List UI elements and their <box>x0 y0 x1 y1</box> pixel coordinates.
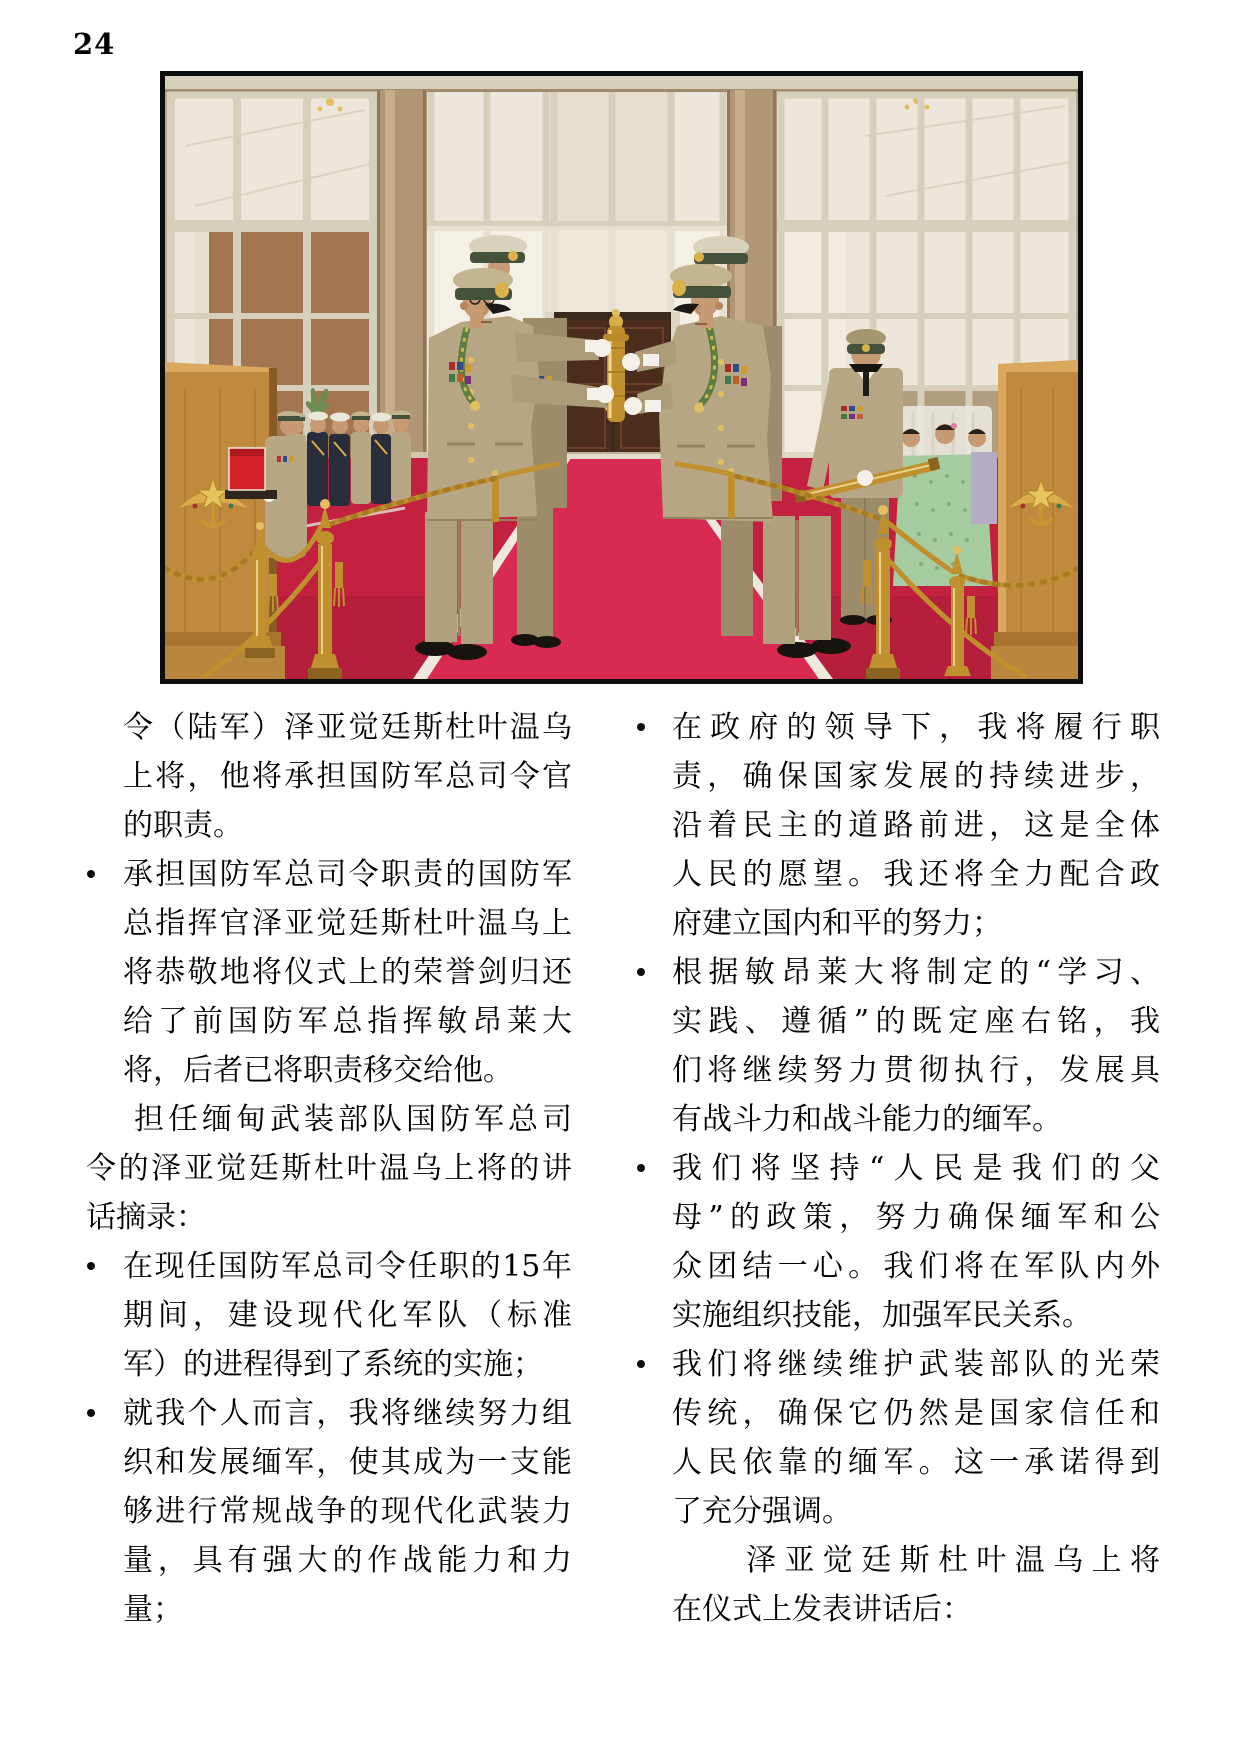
right-column <box>636 703 1160 1634</box>
text-line: 担任缅甸武装部队国防军总司 <box>134 1102 572 1137</box>
bullet-marker <box>637 1360 645 1368</box>
bullet-paragraph <box>636 703 1160 948</box>
text-line: 上将，他将承担国防军总司令官 <box>123 759 572 794</box>
text-line: 将，后者已将职责移交给他。 <box>123 1053 513 1088</box>
text-line: 人民的愿望。我还将全力配合政 <box>672 857 1160 892</box>
text-line: 实践、遵循”的既定座右铭，我 <box>672 1004 1160 1039</box>
text-line: 的职责。 <box>123 808 243 843</box>
bullet-marker <box>637 1164 645 1172</box>
text-line: 总指挥官泽亚觉廷斯杜叶温乌上 <box>123 906 572 941</box>
page-number: 24 <box>73 27 116 61</box>
paragraph <box>636 1536 1160 1634</box>
text-line: 母”的政策，努力确保缅军和公 <box>672 1200 1160 1235</box>
text-line: 沿着民主的道路前进，这是全体 <box>672 808 1160 843</box>
bullet-marker <box>87 870 95 878</box>
text-line: 实施组织技能，加强军民关系。 <box>672 1298 1092 1333</box>
ceremony-photo-illustration <box>165 76 1078 679</box>
text-line: 期间，建设现代化军队（标准 <box>123 1298 572 1333</box>
text-line: 责，确保国家发展的持续进步， <box>672 759 1160 794</box>
text-line: 承担国防军总司令职责的国防军 <box>123 857 572 892</box>
text-line: 令（陆军）泽亚觉廷斯杜叶温乌 <box>123 710 572 745</box>
text-line: 泽亚觉廷斯杜叶温乌上将 <box>746 1543 1160 1578</box>
bullet-paragraph <box>636 1144 1160 1340</box>
text-line: 够进行常规战争的现代化武装力 <box>123 1494 572 1529</box>
bullet-marker <box>637 968 645 976</box>
text-line: 在仪式上发表讲话后： <box>672 1592 972 1627</box>
text-line: 量； <box>123 1592 183 1627</box>
text-line: 传统，确保它仍然是国家信任和 <box>672 1396 1160 1431</box>
audience <box>893 406 997 586</box>
text-line: 府建立国内和平的努力； <box>672 906 1002 941</box>
left-column <box>86 703 572 1634</box>
bullet-paragraph <box>636 948 1160 1144</box>
bullet-marker <box>87 1262 95 1270</box>
text-line: 将恭敬地将仪式上的荣誉剑归还 <box>123 955 572 990</box>
text-line: 在政府的领导下，我将履行职 <box>672 710 1160 745</box>
text-line: 人民依靠的缅军。这一承诺得到 <box>672 1445 1160 1480</box>
text-line: 织和发展缅军，使其成为一支能 <box>123 1445 572 1480</box>
ceremony-photo <box>160 71 1083 684</box>
bullet-marker <box>87 1409 95 1417</box>
text-line: 有战斗力和战斗能力的缅军。 <box>672 1102 1062 1137</box>
text-line: 令的泽亚觉廷斯杜叶温乌上将的讲 <box>86 1151 572 1186</box>
text-line: 在现任国防军总司令任职的15年 <box>123 1249 572 1284</box>
honour-box-icon <box>229 448 265 490</box>
text-line: 就我个人而言，我将继续努力组 <box>123 1396 572 1431</box>
text-line: 了充分强调。 <box>672 1494 852 1529</box>
bullet-paragraph <box>86 1242 572 1389</box>
pedestal-right <box>991 360 1078 679</box>
bullet-paragraph <box>636 1340 1160 1536</box>
bullet-paragraph <box>86 1389 572 1634</box>
bullet-paragraph <box>86 850 572 1095</box>
text-line: 我们将继续维护武装部队的光荣 <box>672 1347 1160 1382</box>
text-line: 们将继续努力贯彻执行，发展具 <box>672 1053 1160 1088</box>
text-line: 话摘录： <box>86 1200 206 1235</box>
paragraph <box>86 1095 572 1242</box>
paragraph <box>86 703 572 850</box>
bullet-marker <box>637 723 645 731</box>
text-line: 根据敏昂莱大将制定的“学习、 <box>672 955 1160 990</box>
text-line: 量，具有强大的作战能力和力 <box>123 1543 572 1578</box>
text-line: 军）的进程得到了系统的实施； <box>123 1347 543 1382</box>
text-line: 众团结一心。我们将在军队内外 <box>672 1249 1160 1284</box>
text-line: 我们将坚持“人民是我们的父 <box>672 1151 1160 1186</box>
text-line: 给了前国防军总指挥敏昂莱大 <box>123 1004 572 1039</box>
